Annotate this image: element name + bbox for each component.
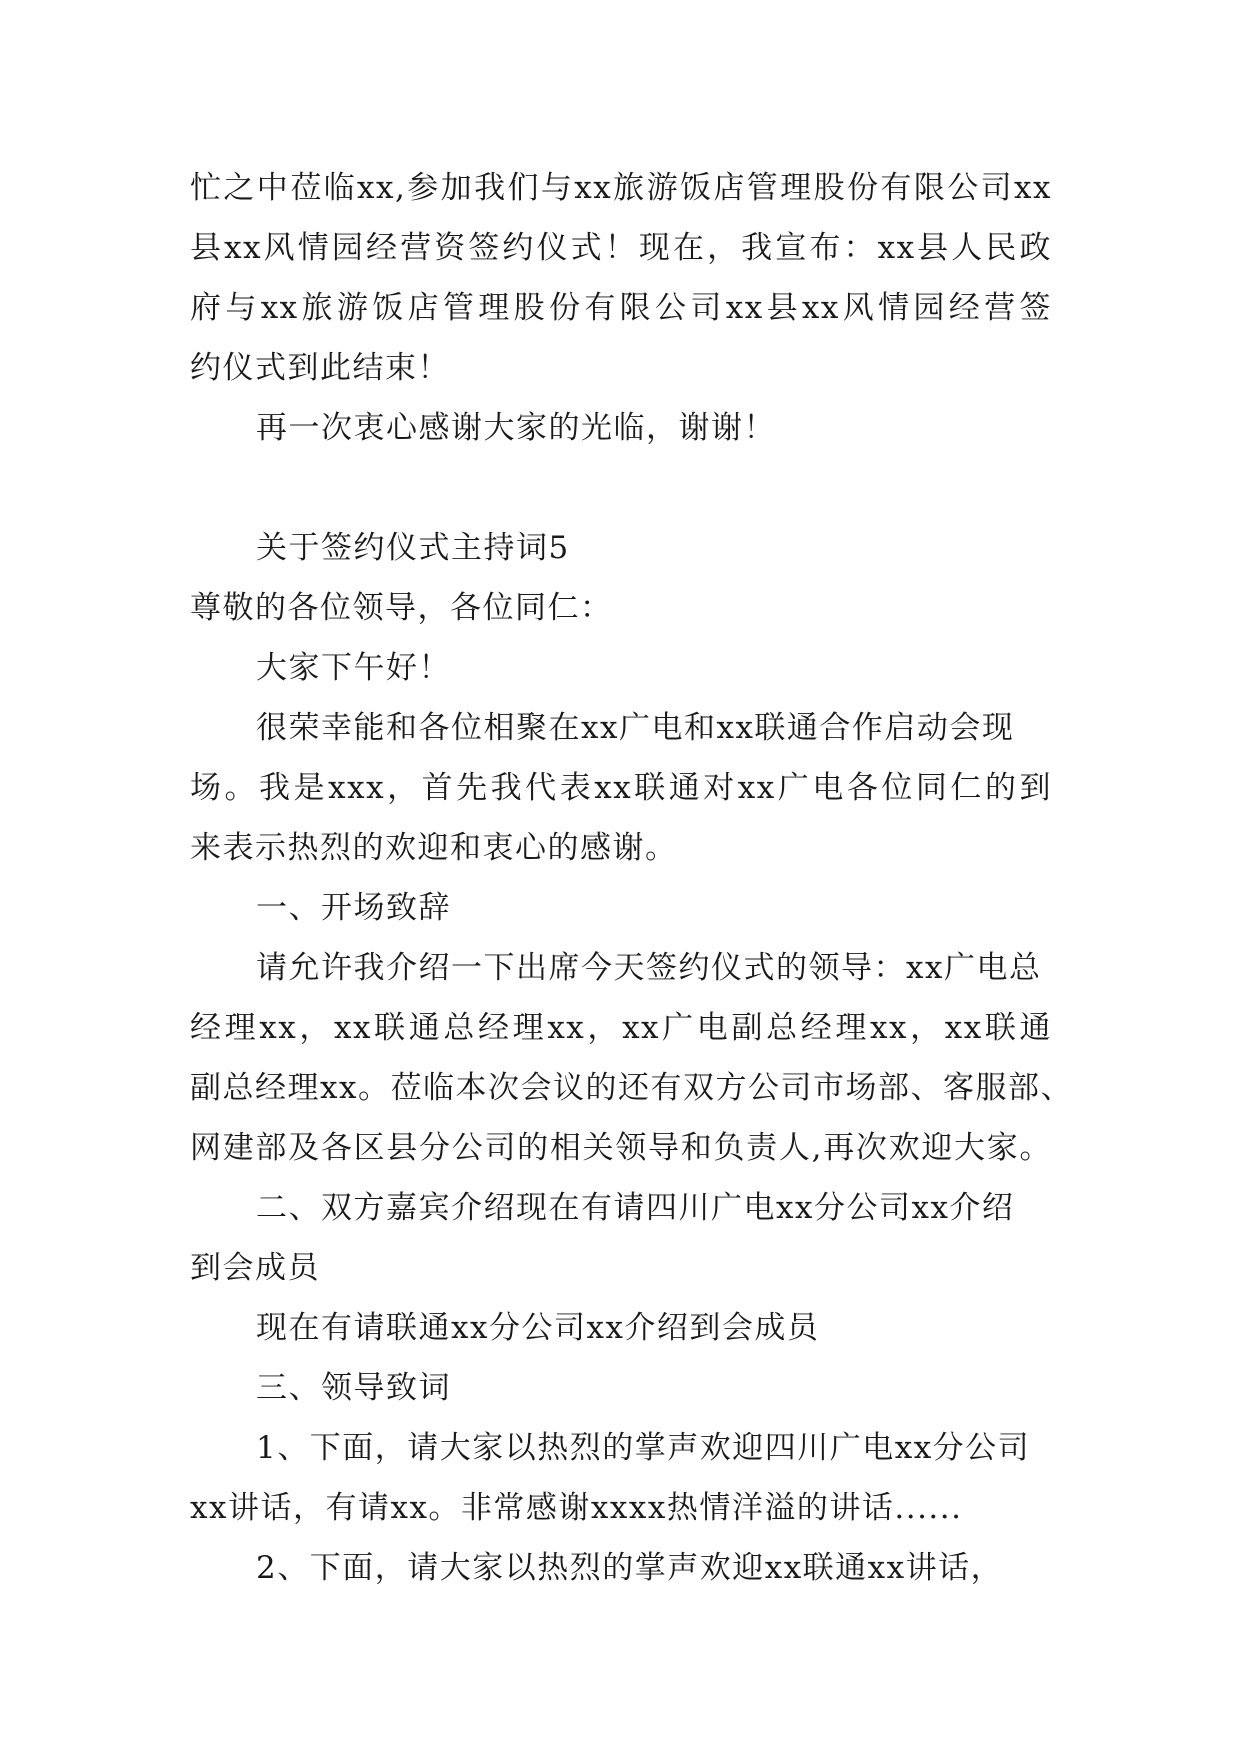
paragraph-line: 县xx风情园经营资签约仪式！现在，我宣布：xx县人民政: [190, 230, 1052, 266]
paragraph-line: 副总经理xx。莅临本次会议的还有双方公司市场部、客服部、: [190, 1070, 1073, 1106]
greeting-line: 大家下午好！: [256, 650, 451, 686]
subheading: 二、双方嘉宾介绍现在有请四川广电xx分公司xx介绍: [256, 1190, 1015, 1226]
section-gap: [190, 458, 1052, 518]
paragraph-line: 到会成员: [190, 1250, 320, 1286]
paragraph-line: 很荣幸能和各位相聚在xx广电和xx联通合作启动会现: [256, 710, 1015, 746]
subheading: 一、开场致辞: [256, 890, 451, 926]
paragraph-line: xx讲话，有请xx。非常感谢xxxx热情洋溢的讲话......: [190, 1490, 963, 1526]
subheading: 三、领导致词: [256, 1370, 451, 1406]
paragraph-line: 现在有请联通xx分公司xx介绍到会成员: [256, 1310, 820, 1346]
paragraph-line: 经理xx，xx联通总经理xx，xx广电副总经理xx，xx联通: [190, 1010, 1052, 1046]
paragraph-line: 场。我是xxx，首先我代表xx联通对xx广电各位同仁的到: [190, 770, 1052, 806]
paragraph-line: 请允许我介绍一下出席今天签约仪式的领导：xx广电总: [256, 950, 1042, 986]
paragraph-line: 网建部及各区县分公司的相关领导和负责人,再次欢迎大家。: [190, 1130, 1052, 1166]
paragraph-line: 约仪式到此结束！: [190, 350, 450, 386]
paragraph-line: 来表示热烈的欢迎和衷心的感谢。: [190, 830, 678, 866]
document-page: [190, 158, 1073, 1598]
closing-thanks-line: 再一次衷心感谢大家的光临，谢谢！: [256, 410, 776, 446]
paragraph-line: 2、下面，请大家以热烈的掌声欢迎xx联通xx讲话，: [256, 1550, 1004, 1586]
section-title: 关于签约仪式主持词5: [256, 530, 570, 566]
paragraph-line: 1、下面，请大家以热烈的掌声欢迎四川广电xx分公司: [256, 1430, 1031, 1466]
salutation-line: 尊敬的各位领导，各位同仁：: [190, 590, 613, 626]
paragraph-line: 忙之中莅临xx,参加我们与xx旅游饭店管理股份有限公司xx: [190, 170, 1052, 206]
paragraph-line: 府与xx旅游饭店管理股份有限公司xx县xx风情园经营签: [190, 290, 1052, 326]
